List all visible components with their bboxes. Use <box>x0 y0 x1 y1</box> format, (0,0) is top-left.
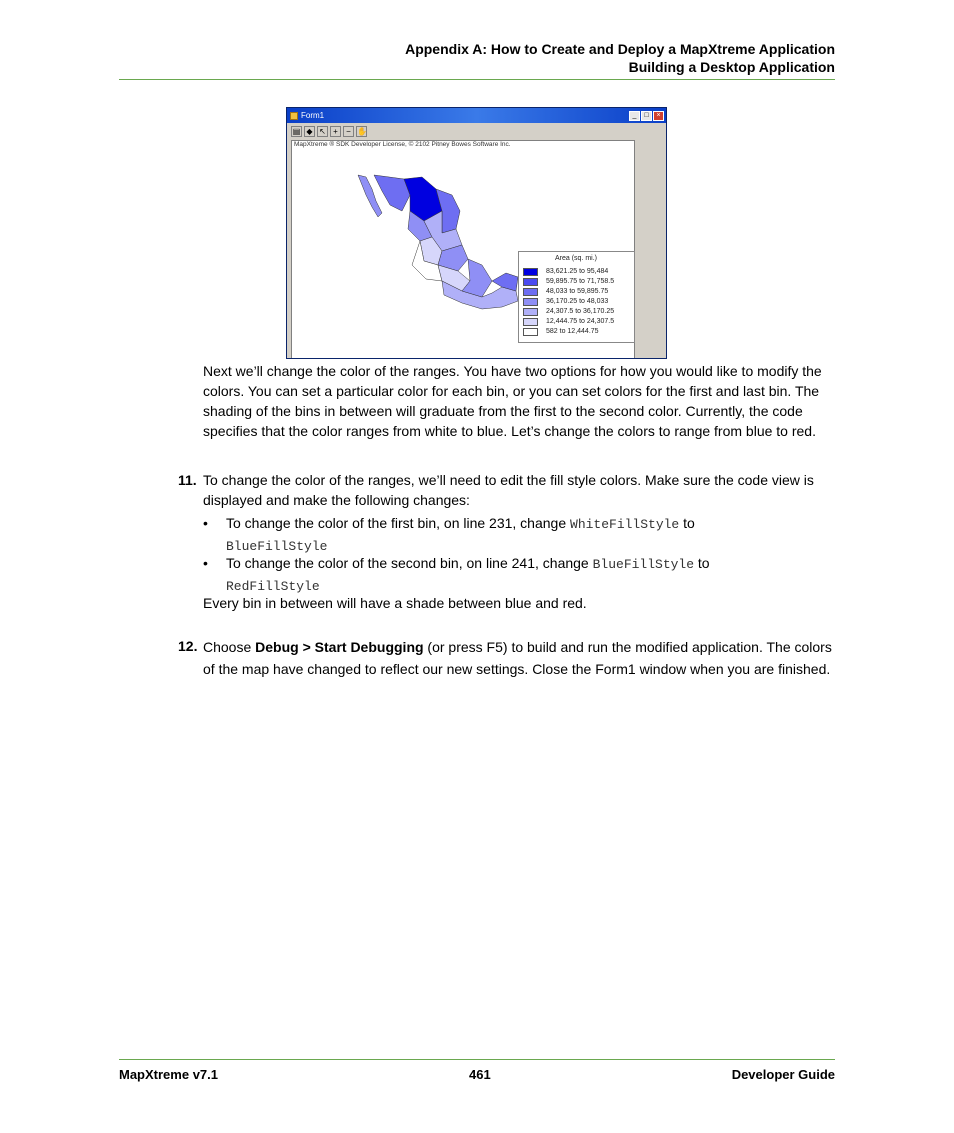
legend-row: 48,033 to 59,895.75 <box>523 287 608 296</box>
pan-icon[interactable]: ✋ <box>357 126 367 136</box>
maximize-button[interactable]: □ <box>641 111 652 121</box>
zoom-in-icon[interactable]: + <box>330 126 341 137</box>
legend-row: 12,444.75 to 24,307.5 <box>523 317 614 326</box>
legend-row: 582 to 12,444.75 <box>523 327 599 336</box>
bullet-icon: • <box>203 555 208 571</box>
legend-swatch <box>523 318 538 326</box>
legend-swatch <box>523 288 538 296</box>
legend-row: 59,895.75 to 71,758.5 <box>523 277 614 286</box>
code-snippet: BlueFillStyle <box>592 557 695 572</box>
minimize-button[interactable]: _ <box>629 111 640 121</box>
license-text: MapXtreme ® SDK Developer License, © 2102 Pitney Bowes Software Inc. <box>294 141 511 148</box>
app-icon <box>290 112 298 120</box>
code-snippet: WhiteFillStyle <box>570 517 680 532</box>
window-title: Form1 <box>301 111 325 120</box>
step-number: 12. <box>178 638 198 654</box>
step-text: To change the color of the ranges, we’ll need to edit the fill style colors. Make sure the code view is displayed and make the following changes: <box>203 472 814 508</box>
footer-divider <box>119 1059 835 1060</box>
map-control[interactable] <box>291 140 635 359</box>
legend-title: Area (sq. mi.) <box>555 255 598 262</box>
legend-swatch <box>523 298 538 306</box>
layer-control-icon[interactable]: ◆ <box>304 126 315 137</box>
code-snippet: RedFillStyle <box>226 579 320 594</box>
legend-swatch <box>523 268 538 276</box>
menu-path: Debug > Start Debugging <box>255 639 424 655</box>
form1-screenshot <box>286 107 667 359</box>
window-titlebar <box>287 108 666 123</box>
header-section-title: Building a Desktop Application <box>628 59 835 75</box>
intro-paragraph: Next we’ll change the color of the ranges. You have two options for how you would like to modify the colors. You can set a particular color for each bin, or you can set colors for the first and last bin. The shading of the bins in between will graduate from the first to the second color. Currently, the code specifies that the color ranges from white to blue. Let’s change the colors to range from blue to red. <box>203 363 822 439</box>
legend-row: 24,307.5 to 36,170.25 <box>523 307 614 316</box>
legend-swatch <box>523 278 538 286</box>
zoom-out-icon[interactable]: − <box>343 126 354 137</box>
map-toolbar <box>287 123 666 139</box>
open-icon[interactable]: ▤ <box>292 126 301 136</box>
footer-product: MapXtreme v7.1 <box>119 1067 218 1082</box>
code-snippet: BlueFillStyle <box>226 539 328 554</box>
header-chapter-title: Appendix A: How to Create and Deploy a MapXtreme Application <box>405 41 835 57</box>
step-text: Choose Debug > Start Debugging (or press F5) to build and run the modified application. The colors of the map have changed to reflect our new settings. Close the Form1 window when you are finished. <box>203 639 832 677</box>
arrow-select-icon[interactable]: ↖ <box>317 126 328 137</box>
window-side-panel <box>652 140 666 359</box>
step-11 <box>178 470 835 515</box>
step-number: 11. <box>178 472 197 488</box>
bullet-icon: • <box>203 515 208 531</box>
map-legend <box>518 251 635 343</box>
bin-note-paragraph: Every bin in between will have a shade between blue and red. <box>203 595 587 611</box>
legend-row: 83,621.25 to 95,484 <box>523 267 608 276</box>
legend-swatch <box>523 328 538 336</box>
header-divider <box>119 79 835 80</box>
close-button[interactable]: × <box>653 111 664 121</box>
page-number: 461 <box>469 1067 491 1082</box>
legend-swatch <box>523 308 538 316</box>
legend-row: 36,170.25 to 48,033 <box>523 297 608 306</box>
footer-guide-name: Developer Guide <box>731 1067 835 1082</box>
